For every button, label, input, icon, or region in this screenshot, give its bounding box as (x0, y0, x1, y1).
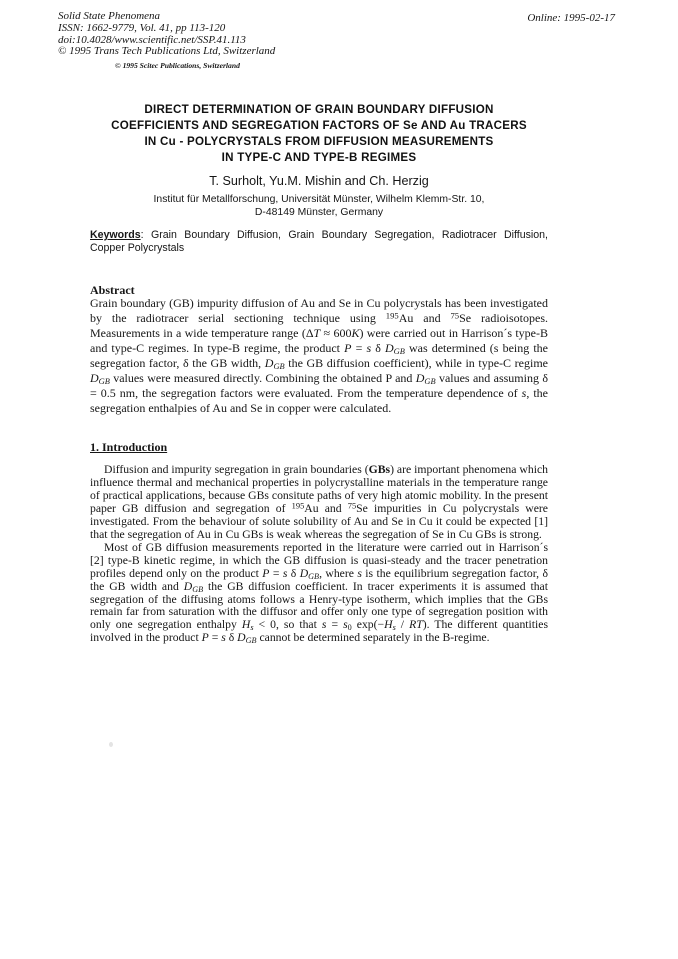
keywords-block (90, 229, 548, 255)
keywords-text: : Grain Boundary Diffusion, Grain Boundary Segregation, Radiotracer Diffusion, Copper Polycrystals (90, 229, 548, 254)
issn-volume-line: ISSN: 1662-9779, Vol. 41, pp 113-120 (58, 21, 226, 34)
paper-title (90, 102, 548, 166)
paper-title-line-2: COEFFICIENTS AND SEGREGATION FACTORS OF Se AND Au TRACERS (111, 118, 527, 132)
online-date: Online: 1995-02-17 (527, 12, 615, 24)
keywords-label: Keywords (90, 229, 141, 241)
paper-title-line-1: DIRECT DETERMINATION OF GRAIN BOUNDARY DIFFUSION (144, 103, 494, 116)
intro-paragraph-1: Diffusion and impurity segregation in grain boundaries (GBs) are important phenomena which influence thermal and mechanical properties in polycrystalline materials in the temperature range of practical applications, because GBs consitute paths of very high atomic mobility. In the present paper GB diffusion and segregation of $^{195}$Au and $^{75}$Se impurities in Cu polycrystals were investigated. From the behaviour of solute solubility of Au and Se in Cu it could be expected [1] that the segregation of Au in Cu GBs is weak whereas the segregation of Se in Cu GBs is strong. (90, 463, 548, 541)
intro-paragraph-2: Most of GB diffusion measurements reported in the literature were carried out in Harrison´s [2] type-B kinetic regime, in which the GB diffusion is quasi-steady and the tracer penetration profiles depend only on the product P = s δ DGB, where s is the equilibrium segregation factor, δ the GB width and DGB the GB diffusion coefficient. In tracer experiments it is assumed that segregation of the diffusing atoms follows a Henry-type isotherm, which implies that the GBs remain far from saturation with the diffusor and offer only one type of segregation position with only one segregation enthalpy Hs < 0, so that s = s0 exp(−Hs / RT). The different quantities involved in the product P = s δ DGB cannot be determined separately in the B-regime. (90, 540, 549, 646)
authors-line: T. Surholt, Yu.M. Mishin and Ch. Herzig (209, 174, 429, 188)
journal-name: Solid State Phenomena (58, 10, 161, 22)
introduction-heading: 1. Introduction (90, 440, 168, 454)
copyright-small-line: © 1995 Scitec Publications, Switzerland (115, 61, 240, 71)
journal-header (58, 11, 275, 70)
scan-artifact (109, 742, 113, 747)
doi-line: doi:10.4028/www.scientific.net/SSP.41.113 (58, 33, 246, 46)
affiliation-line-2: D-48149 Münster, Germany (254, 206, 384, 218)
affiliation-line-1: Institut für Metallforschung, Universität Münster, Wilhelm Klemm-Str. 10, (153, 194, 485, 205)
paper-title-line-4: IN TYPE-C AND TYPE-B REGIMES (221, 150, 417, 164)
abstract-heading: Abstract (90, 283, 135, 297)
introduction-body (90, 464, 548, 645)
affiliation (90, 194, 548, 219)
paper-title-line-3: IN Cu - POLYCRYSTALS FROM DIFFUSION MEASUREMENTS (144, 134, 494, 148)
copyright-line: © 1995 Trans Tech Publications Ltd, Switzerland (58, 45, 276, 58)
abstract-paragraph: Grain boundary (GB) impurity diffusion of Au and Se in Cu polycrystals has been investigated by the radiotracer serial sectioning technique using $^{195}$Au and $^{75}$Se radioisotopes. Measurements in a wide temperature range (ΔT ≈ 600K) were carried out in Harrison´s type-B and type-C regimes. In type-B regime, the product P = s δ DGB was determined (s being the segregation factor, δ the GB width, DGB the GB diffusion coefficient), while in type-C regime DGB values were measured directly. Combining the obtained P and DGB values and assuming δ = 0.5 nm, the segregation factors were evaluated. From the temperature dependence of s, the segregation enthalpies of Au and Se in copper were calculated. (90, 296, 549, 415)
